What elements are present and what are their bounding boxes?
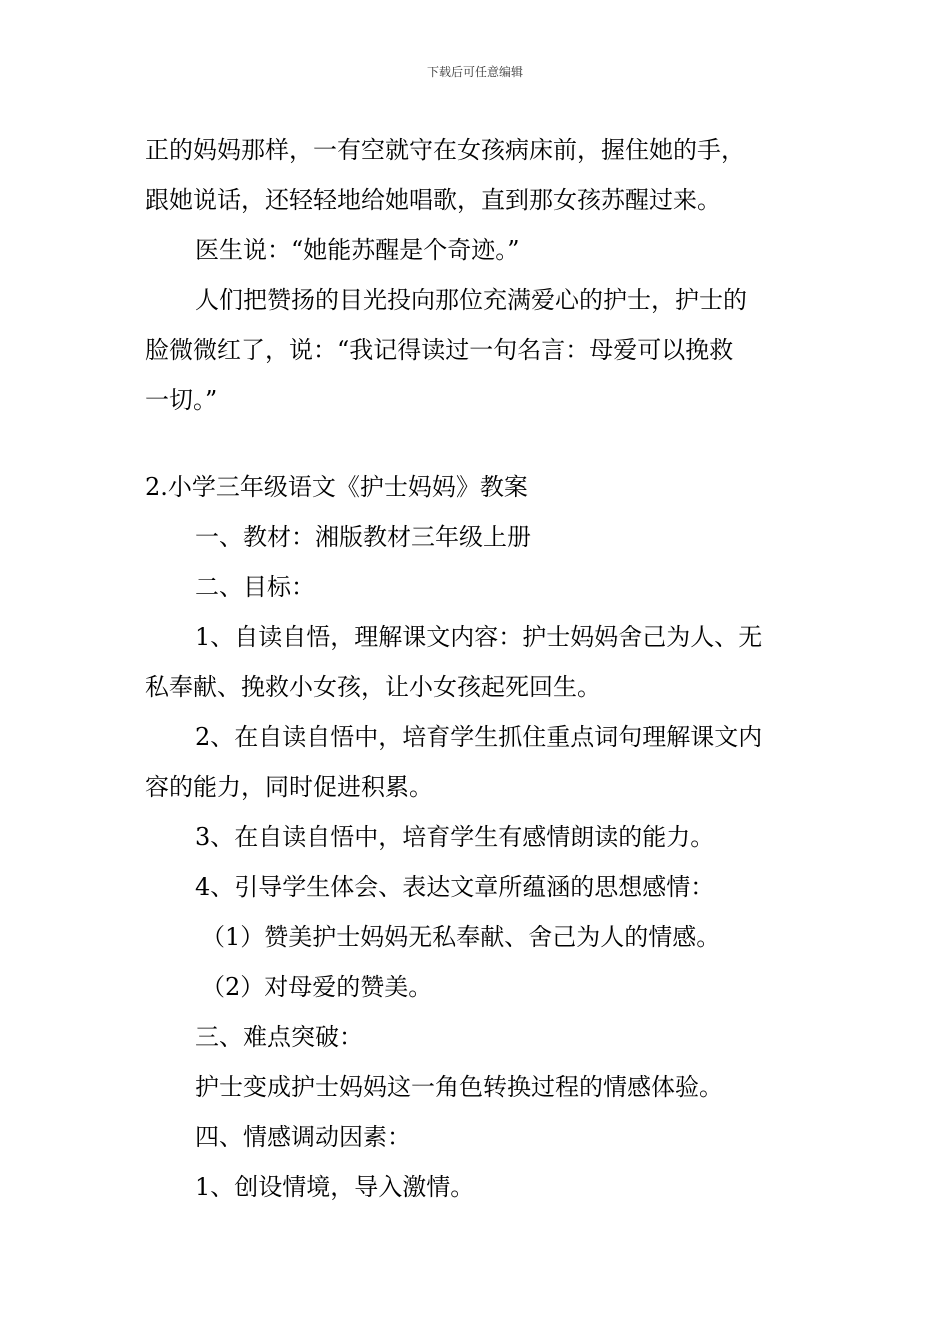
text-line: 四、情感调动因素： (195, 1123, 411, 1151)
text-line: 护士变成护士妈妈这一角色转换过程的情感体验。 (195, 1073, 723, 1101)
text-line: 正的妈妈那样，一有空就守在女孩病床前，握住她的手， (145, 136, 745, 164)
text-line: 容的能力，同时促进积累。 (145, 773, 433, 801)
text-line: 1、创设情境，导入激情。 (195, 1173, 475, 1201)
page-header-note: 下载后可任意编辑 (426, 65, 523, 79)
text-line: 1、自读自悟，理解课文内容：护士妈妈舍己为人、无 (195, 623, 763, 651)
text-line: 私奉献、挽救小女孩，让小女孩起死回生。 (145, 673, 601, 701)
text-line: 3、在自读自悟中，培育学生有感情朗读的能力。 (195, 823, 715, 851)
text-line: 跟她说话，还轻轻地给她唱歌，直到那女孩苏醒过来。 (145, 186, 721, 214)
text-line: 人们把赞扬的目光投向那位充满爱心的护士，护士的 (195, 286, 747, 314)
text-line: （2）对母爱的赞美。 (201, 973, 433, 1001)
text-line: 一切。” (145, 386, 218, 414)
text-line: 4、引导学生体会、表达文章所蕴涵的思想感情： (195, 873, 715, 901)
text-line: 三、难点突破： (195, 1023, 363, 1051)
text-line: 脸微微红了，说：“我记得读过一句名言：母爱可以挽救 (145, 336, 734, 364)
text-line: 二、目标： (195, 573, 315, 601)
paragraph-gap (145, 425, 810, 462)
document-body (145, 125, 810, 1212)
text-line: 2、在自读自悟中，培育学生抓住重点词句理解课文内 (195, 723, 763, 751)
text-line: 一、教材：湘版教材三年级上册 (195, 523, 531, 551)
section-heading: 2.小学三年级语文《护士妈妈》教案 (145, 473, 528, 501)
text-line: 医生说：“她能苏醒是个奇迹。” (195, 236, 520, 264)
text-line: （1）赞美护士妈妈无私奉献、舍己为人的情感。 (201, 923, 721, 951)
